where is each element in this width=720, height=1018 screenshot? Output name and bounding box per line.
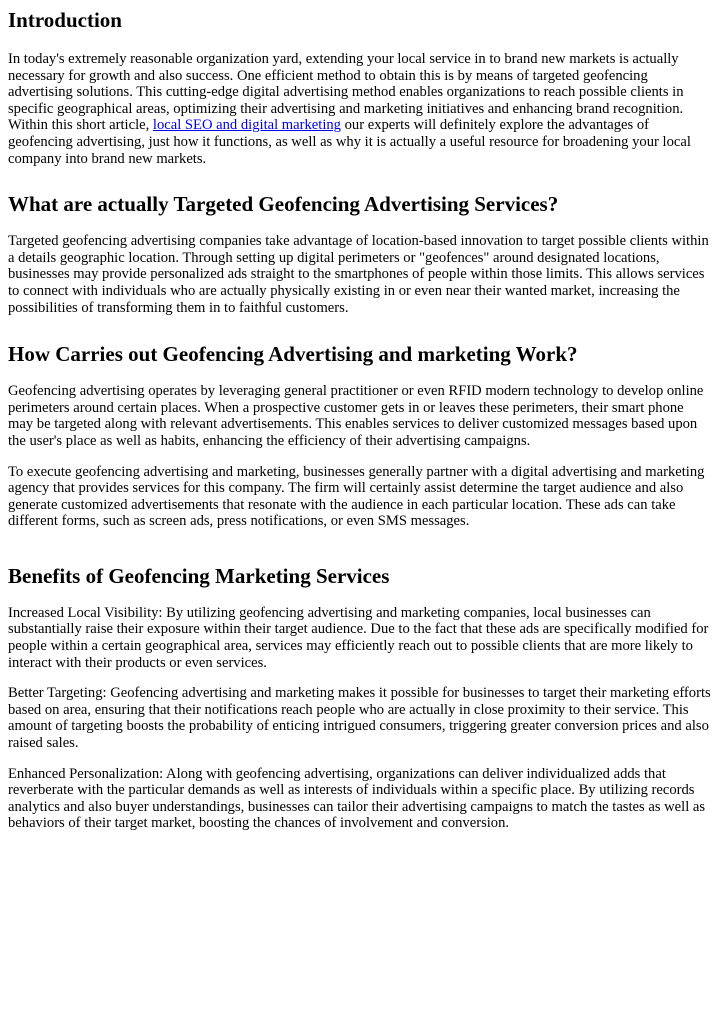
what-paragraph: Targeted geofencing advertising companies take advantage of location-based innovation to target possible clients within a details geographic location. Through setting up digital perimeters or "geofences" around designated locations, businesses may provide personalized ads straight to the smartphones of people within those limits. This allows services to connect with individuals who are actually physically existing in or even near their wanted market, increasing the possibilities of transforming them in to faithful customers. bbox=[8, 233, 709, 316]
heading-what-are-geofencing-services: What are actually Targeted Geofencing Advertising Services? bbox=[8, 192, 559, 217]
how-paragraph-1: Geofencing advertising operates by leveraging general practitioner or even RFID modern technology to develop online perimeters around certain places. When a prospective customer gets in or leaves these perimeters, their smart phone may be targeted along with relevant advertisements. This enables services to deliver customized messages based upon the user's place as well as habits, enhancing the efficiency of their advertising campaigns. bbox=[8, 383, 704, 449]
how-paragraph-2: To execute geofencing advertising and marketing, businesses generally partner with a digital advertising and marketing agency that provides services for this company. The firm will certainly assist determine the target audience and also generate customized advertisements that resonate with the audience in each particular location. These ads can take different forms, such as screen ads, press notifications, or even SMS messages. bbox=[8, 463, 705, 530]
intro-text-before-link: In today's extremely reasonable organization yard, extending your local service in to brand new markets is actually necessary for growth and also success. One efficient method to obtain this is by means of targeted geofencing advertising solutions. This cutting-edge digital advertising method enables organizations to reach possible clients in specific geographical areas, optimizing their advertising and marketing initiatives and enhancing brand recognition. Within this short article, bbox=[8, 51, 684, 134]
benefit-paragraph-better-targeting: Better Targeting: Geofencing advertising and marketing makes it possible for businesses to target their marketing efforts based on area, ensuring that their notifications reach people who are actually in close proximity to their service. This amount of targeting boosts the probability of enticing intrigued consumers, triggering greater conversion prices and also raised sales. bbox=[8, 685, 711, 752]
benefit-paragraph-personalization: Enhanced Personalization: Along with geofencing advertising, organizations can deliver individualized adds that reverberate with the particular demands as well as interests of individuals within a specific place. By utilizing records analytics and also buyer understandings, businesses can tailor their advertising campaigns to match the tastes as well as behaviors of their target market, boosting the chances of involvement and conversion. bbox=[8, 765, 706, 832]
heading-how-geofencing-works: How Carries out Geofencing Advertising and marketing Work? bbox=[8, 342, 578, 367]
heading-benefits: Benefits of Geofencing Marketing Services bbox=[8, 563, 390, 588]
heading-introduction: Introduction bbox=[8, 8, 122, 32]
local-seo-link[interactable]: local SEO and digital marketing bbox=[152, 117, 341, 134]
benefit-paragraph-local-visibility: Increased Local Visibility: By utilizing geofencing advertising and marketing companies, local businesses can substantially raise their exposure within their target audience. Due to the fact that these ads are specifically modified for people within a certain geographical area, services may efficiently reach out to possible clients that are more likely to interact with their products or even services. bbox=[8, 604, 709, 671]
intro-text-after-link: our experts will definitely explore the advantages of geofencing advertising, just how it functions, as well as why it is actually a useful resource for broadening your local company into brand new markets. bbox=[8, 117, 691, 167]
intro-paragraph bbox=[8, 51, 712, 167]
